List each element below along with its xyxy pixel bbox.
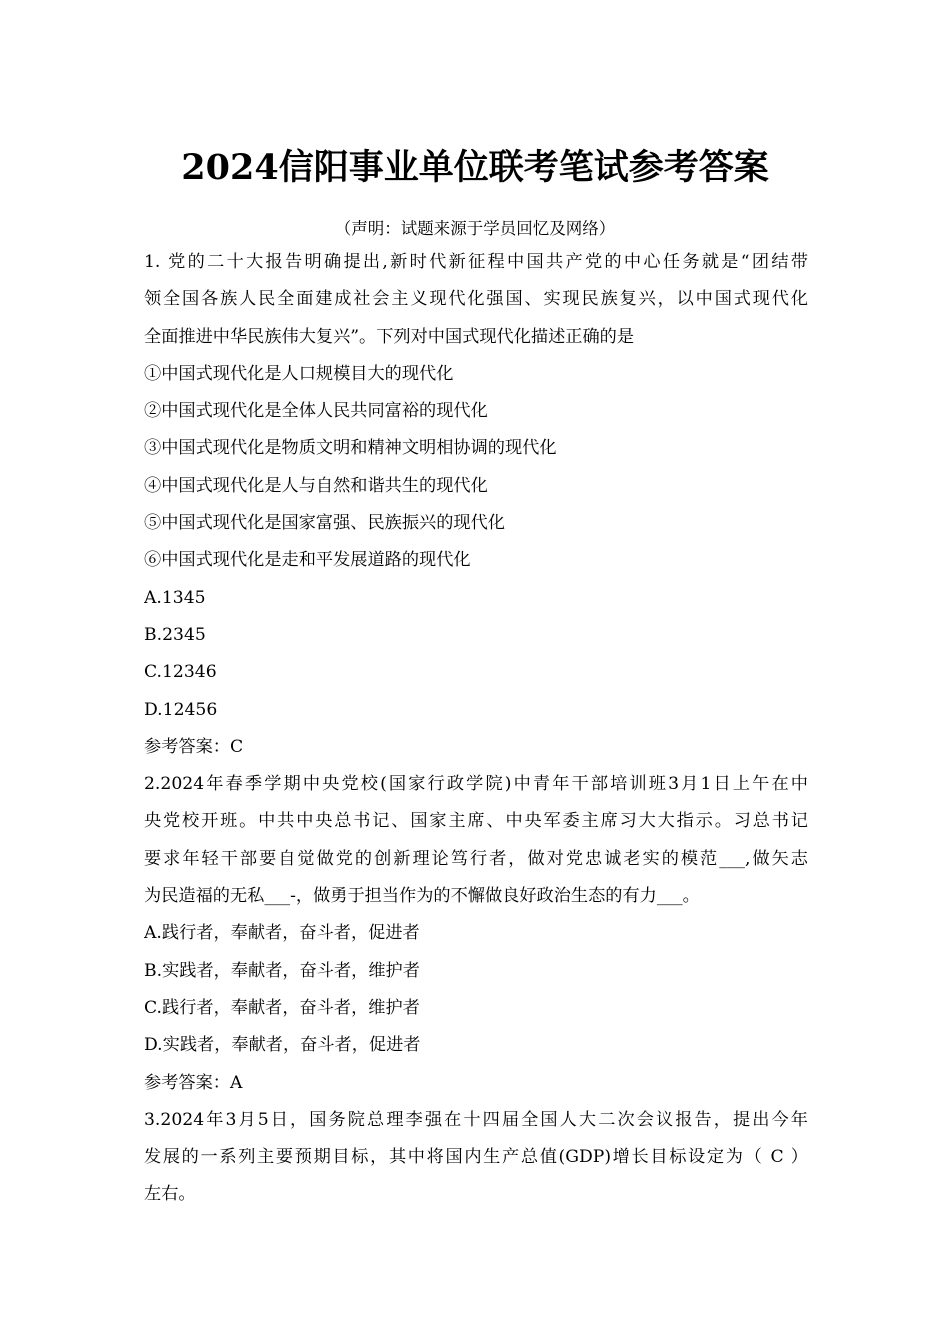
question-stem-line: 全面推进中华民族伟大复兴”。下列对中国式现代化描述正确的是 bbox=[144, 326, 635, 347]
reference-answer: 参考答案：A bbox=[144, 1072, 243, 1093]
reference-answer: 参考答案：C bbox=[144, 736, 244, 757]
question-stem-line: 央党校开班。中共中央总书记、国家主席、中央军委主席习大大指示。习总书记 bbox=[144, 811, 808, 832]
question-stem-line: 3.2024年3月5日，国务院总理李强在十四届全国人大二次会议报告，提出今年 bbox=[144, 1109, 808, 1130]
option-d: D.12456 bbox=[144, 699, 218, 720]
question-3 bbox=[144, 1102, 808, 1214]
statement-item: ②中国式现代化是全体人民共同富裕的现代化 bbox=[144, 401, 488, 422]
option-c: C.12346 bbox=[144, 662, 217, 683]
question-stem-line: 为民造福的无私___-，做勇于担当作为的不懈做良好政治生态的有力___。 bbox=[144, 886, 700, 907]
option-b: B.实践者，奉献者，奋斗者，维护者 bbox=[144, 960, 420, 981]
question-stem-line: 发展的一系列主要预期目标，其中将国内生产总值(GDP)增长目标设定为（ C ） bbox=[144, 1147, 808, 1168]
statement-item: ①中国式现代化是人口规模目大的现代化 bbox=[144, 363, 454, 384]
question-2 bbox=[144, 766, 808, 1102]
question-1 bbox=[144, 244, 808, 766]
question-stem-line: 左右。 bbox=[144, 1184, 196, 1205]
question-stem-line: 2.2024年春季学期中央党校(国家行政学院)中青年干部培训班3月1日上午在中 bbox=[144, 774, 808, 795]
document-body bbox=[144, 244, 808, 1214]
source-note: （声明：试题来源于学员回忆及网络） bbox=[334, 219, 616, 238]
question-stem-line: 要求年轻干部要自觉做党的创新理论笃行者，做对党忠诚老实的模范___,做矢志 bbox=[144, 848, 808, 869]
question-stem-line: 1. 党的二十大报告明确提出,新时代新征程中国共产党的中心任务就是“团结带 bbox=[144, 252, 808, 272]
option-c: C.践行者，奉献者，奋斗者，维护者 bbox=[144, 997, 420, 1018]
question-stem-line: 领全国各族人民全面建成社会主义现代化强国、实现民族复兴，以中国式现代化 bbox=[144, 289, 808, 310]
statement-item: ④中国式现代化是人与自然和谐共生的现代化 bbox=[144, 475, 488, 496]
statement-item: ⑤中国式现代化是国家富强、民族振兴的现代化 bbox=[144, 513, 505, 534]
statement-item: ⑥中国式现代化是走和平发展道路的现代化 bbox=[144, 550, 471, 571]
option-d: D.实践者，奉献者，奋斗者，促进者 bbox=[144, 1035, 421, 1056]
option-a: A.践行者，奉献者，奋斗者，促进者 bbox=[144, 923, 420, 944]
option-b: B.2345 bbox=[144, 624, 206, 645]
document-title: 2024信阳事业单位联考笔试参考答案 bbox=[181, 147, 769, 188]
option-a: A.1345 bbox=[144, 587, 206, 608]
statement-item: ③中国式现代化是物质文明和精神文明相协调的现代化 bbox=[144, 438, 557, 459]
